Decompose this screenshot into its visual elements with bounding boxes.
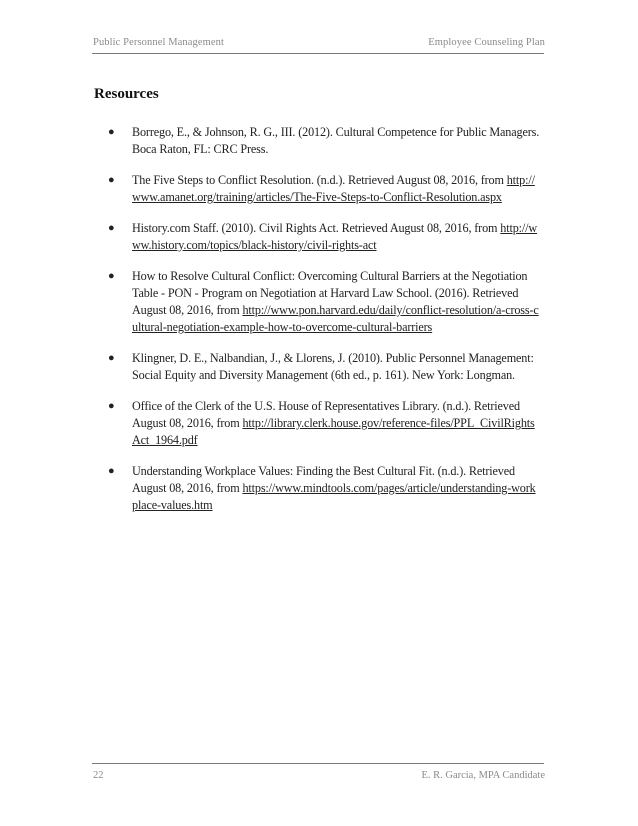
reference-text: Understanding Workplace Values: Finding the Best Cultural Fit. (n.d.). Retrieved August 08, 2016, from [132,464,515,495]
reference-text: How to Resolve Cultural Conflict: Overcoming Cultural Barriers at the Negotiation Table - PON - Program on Negotiation at Harvard Law School. (2016). Retrieved August 08, 2016, from [132,269,528,317]
bullet-icon: ● [108,174,115,186]
reference-link[interactable]: http://www.history.com/topics/black-history/civil-rights-act [132,221,538,252]
bullet-icon: ● [108,465,115,477]
footer-rule [92,763,544,764]
running-header-left: Public Personnel Management [93,37,225,48]
reference-text: History.com Staff. (2010). Civil Rights Act. Retrieved August 08, 2016, from [132,221,501,235]
reference-item [94,124,540,158]
running-header-right: Employee Counseling Plan [428,37,545,48]
footer-author: E. R. Garcia, MPA Candidate [421,770,545,781]
reference-item [94,350,540,384]
bullet-icon: ● [108,270,115,282]
reference-text: The Five Steps to Conflict Resolution. (n.d.). Retrieved August 08, 2016, from [132,173,507,187]
bullet-icon: ● [108,400,115,412]
reference-link[interactable]: http://library.clerk.house.gov/reference-files/PPL_CivilRightsAct_1964.pdf [132,416,535,447]
reference-text: Borrego, E., & Johnson, R. G., III. (2012). Cultural Competence for Public Managers. Boca Raton, FL: CRC Press. [132,125,540,156]
reference-item [94,220,540,254]
reference-item [94,268,540,336]
header-rule [92,53,544,54]
page-number: 22 [93,770,104,781]
section-title: Resources [94,86,159,102]
reference-link[interactable]: http://www.pon.harvard.edu/daily/conflict-resolution/a-cross-cultural-negotiation-example-how-to-overcome-cultural-barriers [132,303,539,334]
bullet-icon: ● [108,222,115,234]
reference-text: Klingner, D. E., Nalbandian, J., & Llorens, J. (2010). Public Personnel Management: Social Equity and Diversity Management (6th ed., p. 161). New York: Longman. [132,351,534,382]
reference-text: Office of the Clerk of the U.S. House of Representatives Library. (n.d.). Retrieved August 08, 2016, from [132,399,520,430]
reference-link[interactable]: https://www.mindtools.com/pages/article/understanding-workplace-values.htm [132,481,536,512]
reference-item [94,398,540,449]
reference-link[interactable]: http://www.amanet.org/training/articles/The-Five-Steps-to-Conflict-Resolution.aspx [132,173,535,204]
reference-list [94,124,540,528]
reference-item [94,172,540,206]
bullet-icon: ● [108,126,115,138]
bullet-icon: ● [108,352,115,364]
reference-item [94,463,540,514]
